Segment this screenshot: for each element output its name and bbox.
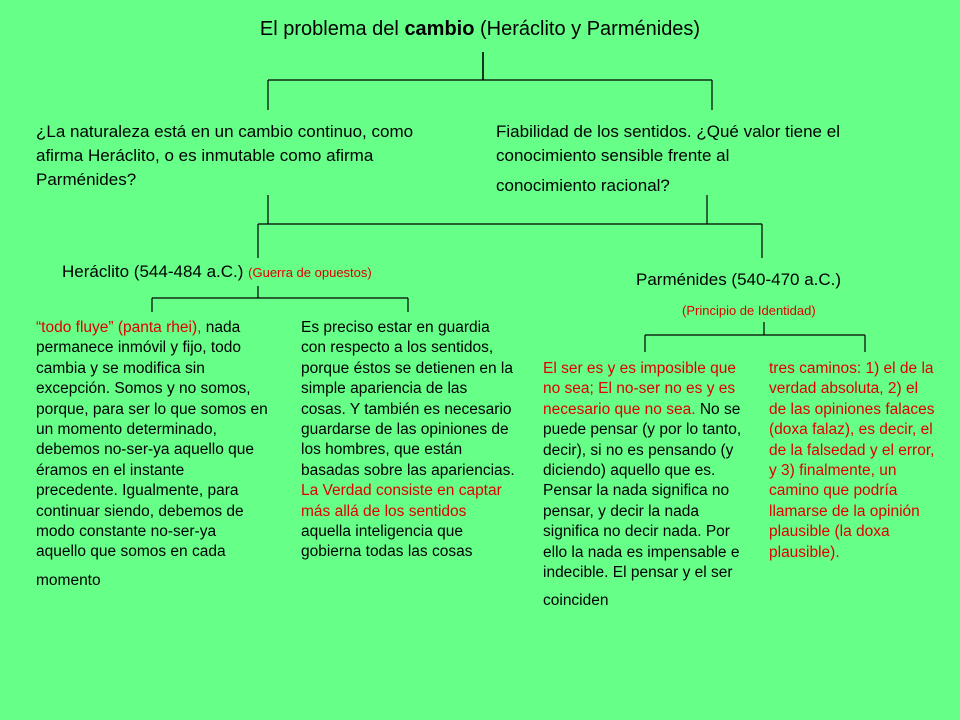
parmenides-being-text: El ser es y es imposible que no sea; El no-ser no es y es necesario que no sea. No se puede pensar (y por lo tanto, decir), si no es pensando (y diciendo) aquello que es. Pensar la nada significa no pensar, y decir la nada significa no decir nada. Por ello la nada es impensable e indecible. El pensar y el ser coinciden	[543, 360, 742, 610]
heraclito-subtitle: (Guerra de opuestos)	[248, 265, 372, 280]
page-title: El problema del cambio (Heráclito y Parménides)	[259, 18, 701, 40]
heraclito-heading: Heráclito (544-484 a.C.) (Guerra de opuestos)	[62, 262, 372, 281]
heraclito-flux-text: “todo fluye” (panta rhei), nada permanece inmóvil y fijo, todo cambia y se modifica sin excepción. Somos y no somos, porque, para ser lo que somos en un momento determinado, debemos no-ser-ya aquello que éramos en el instante precedente. Igualmente, para continuar siendo, debemos de modo constante no-ser-ya aquello que somos en cada momento	[36, 319, 268, 589]
parmenides-subtitle: (Principio de Identidad)	[682, 303, 816, 318]
question-senses: Fiabilidad de los sentidos. ¿Qué valor tiene el conocimiento sensible frente al conocimiento racional?	[496, 122, 840, 195]
heraclito-senses-text: Es preciso estar en guardia con respecto a los sentidos, porque éstos se detienen en la simple apariencia de las cosas. Y también es necesario guardarse de las opiniones de los hombres, que están basadas sobre las apariencias. La Verdad consiste en captar más allá de los sentidos aquella inteligencia que gobierna todas las cosas	[301, 319, 515, 561]
parmenides-heading: Parménides (540-470 a.C.)	[636, 270, 842, 289]
parmenides-three-ways-text: tres caminos: 1) el de la verdad absoluta, 2) el de las opiniones falaces (doxa falaz), es decir, el de la falsedad y el error, y 3) finalmente, un camino que podría llamarse de la opinión plausible (la doxa plausible).	[769, 360, 935, 561]
question-change: ¿La naturaleza está en un cambio continuo, como afirma Heráclito, o es inmutable como afirma Parménides?	[36, 122, 414, 189]
